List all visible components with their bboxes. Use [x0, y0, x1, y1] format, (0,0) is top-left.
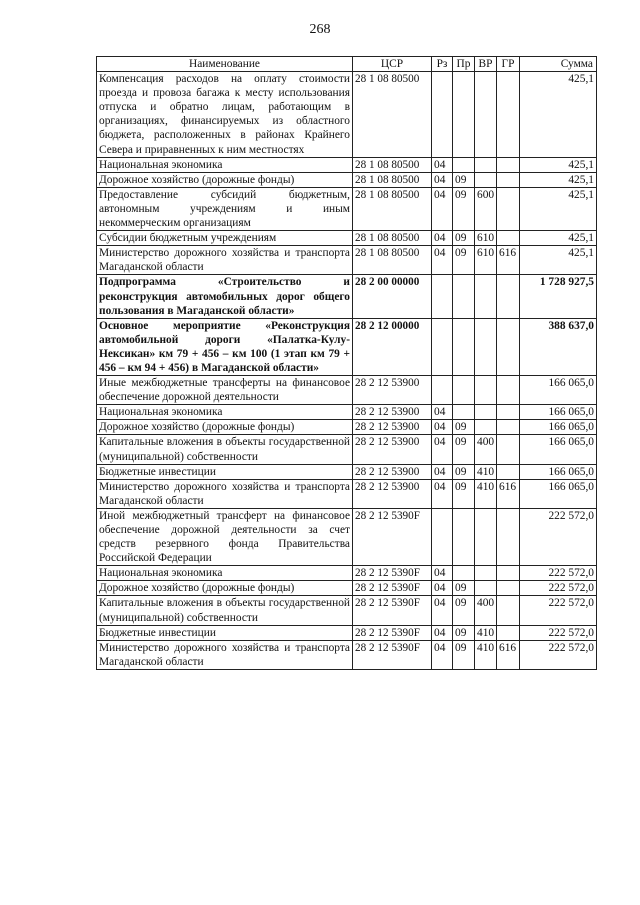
table-row [97, 72, 597, 158]
cell-rz: 04 [432, 581, 453, 596]
cell-pr [453, 508, 475, 565]
cell-pr: 09 [453, 596, 475, 625]
cell-vr: 600 [475, 187, 497, 230]
cell-gr [497, 596, 520, 625]
table-row [97, 596, 597, 625]
cell-pr [453, 566, 475, 581]
table-header [97, 57, 597, 72]
cell-vr: 410 [475, 479, 497, 508]
cell-gr [497, 625, 520, 640]
cell-sum: 425,1 [520, 172, 597, 187]
cell-vr [475, 405, 497, 420]
cell-vr: 410 [475, 625, 497, 640]
cell-pr [453, 157, 475, 172]
page-number: 268 [309, 22, 331, 37]
cell-rz: 04 [432, 640, 453, 669]
cell-vr [475, 566, 497, 581]
cell-rz [432, 275, 453, 318]
cell-pr: 09 [453, 420, 475, 435]
cell-gr [497, 376, 520, 405]
cell-sum: 425,1 [520, 157, 597, 172]
cell-name: Министерство дорожного хозяйства и транспорта Магаданской области [97, 246, 353, 275]
cell-gr [497, 464, 520, 479]
cell-rz: 04 [432, 479, 453, 508]
cell-sum: 166 065,0 [520, 420, 597, 435]
cell-csr: 28 2 12 53900 [353, 420, 432, 435]
cell-vr [475, 172, 497, 187]
cell-pr [453, 275, 475, 318]
cell-gr [497, 72, 520, 158]
cell-sum: 222 572,0 [520, 625, 597, 640]
cell-rz [432, 376, 453, 405]
cell-gr [497, 405, 520, 420]
cell-sum: 425,1 [520, 187, 597, 230]
cell-vr: 610 [475, 246, 497, 275]
cell-vr [475, 420, 497, 435]
table-row [97, 479, 597, 508]
table-row [97, 420, 597, 435]
cell-csr: 28 2 12 53900 [353, 376, 432, 405]
cell-gr [497, 508, 520, 565]
table-row [97, 566, 597, 581]
table-row [97, 625, 597, 640]
table-row [97, 231, 597, 246]
cell-sum: 166 065,0 [520, 464, 597, 479]
cell-pr: 09 [453, 581, 475, 596]
cell-sum: 222 572,0 [520, 581, 597, 596]
cell-rz: 04 [432, 187, 453, 230]
cell-sum: 166 065,0 [520, 479, 597, 508]
cell-rz: 04 [432, 405, 453, 420]
cell-rz: 04 [432, 566, 453, 581]
cell-csr: 28 2 12 5390F [353, 566, 432, 581]
cell-vr [475, 72, 497, 158]
cell-pr: 09 [453, 231, 475, 246]
cell-sum: 166 065,0 [520, 405, 597, 420]
cell-name: Иные межбюджетные трансферты на финансовое обеспечение дорожной деятельности [97, 376, 353, 405]
cell-pr [453, 376, 475, 405]
table-row [97, 376, 597, 405]
cell-csr: 28 2 12 5390F [353, 596, 432, 625]
cell-vr: 410 [475, 640, 497, 669]
cell-gr: 616 [497, 479, 520, 508]
cell-vr [475, 157, 497, 172]
cell-name: Иной межбюджетный трансферт на финансовое обеспечение дорожной деятельности за счет средств резервного фонда Правительства Российской Федерации [97, 508, 353, 565]
cell-rz [432, 72, 453, 158]
cell-gr: 616 [497, 640, 520, 669]
cell-gr [497, 581, 520, 596]
cell-name: Бюджетные инвестиции [97, 625, 353, 640]
cell-sum: 425,1 [520, 246, 597, 275]
cell-rz [432, 318, 453, 375]
cell-pr: 09 [453, 479, 475, 508]
cell-csr: 28 2 00 00000 [353, 275, 432, 318]
cell-csr: 28 2 12 5390F [353, 625, 432, 640]
cell-csr: 28 2 12 53900 [353, 435, 432, 464]
cell-csr: 28 1 08 80500 [353, 172, 432, 187]
cell-name: Национальная экономика [97, 566, 353, 581]
cell-sum: 222 572,0 [520, 596, 597, 625]
cell-vr [475, 581, 497, 596]
cell-name: Основное мероприятие «Реконструкция автомобильной дороги «Палатка-Кулу-Нексикан» км 79 + 456 – км 100 (1 этап км 79 + 456 – км 94 + 456) в Магаданской области» [97, 318, 353, 375]
cell-gr [497, 231, 520, 246]
cell-rz: 04 [432, 231, 453, 246]
cell-rz: 04 [432, 435, 453, 464]
table-row [97, 405, 597, 420]
cell-vr [475, 318, 497, 375]
table-row [97, 275, 597, 318]
cell-sum: 166 065,0 [520, 435, 597, 464]
cell-pr: 09 [453, 435, 475, 464]
cell-rz: 04 [432, 596, 453, 625]
cell-name: Министерство дорожного хозяйства и транспорта Магаданской области [97, 479, 353, 508]
cell-csr: 28 1 08 80500 [353, 231, 432, 246]
table-row [97, 187, 597, 230]
cell-rz: 04 [432, 625, 453, 640]
cell-sum: 222 572,0 [520, 640, 597, 669]
cell-name: Министерство дорожного хозяйства и транспорта Магаданской области [97, 640, 353, 669]
budget-table [96, 56, 597, 670]
header-csr: ЦСР [353, 57, 432, 72]
cell-gr [497, 187, 520, 230]
table-row [97, 508, 597, 565]
cell-pr: 09 [453, 640, 475, 669]
cell-csr: 28 1 08 80500 [353, 157, 432, 172]
cell-name: Предоставление субсидий бюджетным, автономным учреждениям и иным некоммерческим организациям [97, 187, 353, 230]
cell-rz: 04 [432, 246, 453, 275]
cell-csr: 28 1 08 80500 [353, 187, 432, 230]
cell-name: Бюджетные инвестиции [97, 464, 353, 479]
cell-sum: 166 065,0 [520, 376, 597, 405]
cell-rz: 04 [432, 172, 453, 187]
table-body [97, 72, 597, 670]
table-row [97, 157, 597, 172]
cell-sum: 425,1 [520, 231, 597, 246]
table-row [97, 581, 597, 596]
cell-pr [453, 318, 475, 375]
cell-pr: 09 [453, 246, 475, 275]
cell-pr: 09 [453, 625, 475, 640]
cell-vr: 610 [475, 231, 497, 246]
cell-pr: 09 [453, 187, 475, 230]
cell-csr: 28 2 12 5390F [353, 581, 432, 596]
table-row [97, 318, 597, 375]
cell-vr [475, 275, 497, 318]
cell-sum: 222 572,0 [520, 566, 597, 581]
cell-gr [497, 435, 520, 464]
header-pr: Пр [453, 57, 475, 72]
table-row [97, 435, 597, 464]
cell-name: Субсидии бюджетным учреждениям [97, 231, 353, 246]
cell-vr: 410 [475, 464, 497, 479]
cell-csr: 28 2 12 53900 [353, 464, 432, 479]
cell-name: Компенсация расходов на оплату стоимости проезда и провоза багажа к месту использования отпуска и обратно лицам, работающим в организациях, финансируемых из областного бюджета, расположенных в районах Крайнего Севера и приравненных к ним местностях [97, 72, 353, 158]
header-gr: ГР [497, 57, 520, 72]
cell-csr: 28 2 12 53900 [353, 479, 432, 508]
cell-sum: 222 572,0 [520, 508, 597, 565]
cell-gr: 616 [497, 246, 520, 275]
header-rz: Рз [432, 57, 453, 72]
cell-csr: 28 2 12 5390F [353, 640, 432, 669]
cell-rz [432, 508, 453, 565]
cell-sum: 1 728 927,5 [520, 275, 597, 318]
cell-pr: 09 [453, 172, 475, 187]
cell-name: Национальная экономика [97, 157, 353, 172]
table-row [97, 640, 597, 669]
cell-name: Дорожное хозяйство (дорожные фонды) [97, 172, 353, 187]
cell-gr [497, 275, 520, 318]
cell-pr: 09 [453, 464, 475, 479]
cell-name: Дорожное хозяйство (дорожные фонды) [97, 581, 353, 596]
cell-name: Подпрограмма «Строительство и реконструкция автомобильных дорог общего пользования в Магаданской области» [97, 275, 353, 318]
cell-vr [475, 508, 497, 565]
cell-csr: 28 2 12 53900 [353, 405, 432, 420]
table-row [97, 464, 597, 479]
cell-vr: 400 [475, 435, 497, 464]
cell-name: Дорожное хозяйство (дорожные фонды) [97, 420, 353, 435]
cell-gr [497, 318, 520, 375]
cell-csr: 28 2 12 00000 [353, 318, 432, 375]
cell-sum: 388 637,0 [520, 318, 597, 375]
cell-gr [497, 420, 520, 435]
cell-name: Капитальные вложения в объекты государственной (муниципальной) собственности [97, 435, 353, 464]
cell-pr [453, 405, 475, 420]
table-row [97, 246, 597, 275]
cell-rz: 04 [432, 157, 453, 172]
cell-rz: 04 [432, 464, 453, 479]
header-vr: ВР [475, 57, 497, 72]
cell-csr: 28 1 08 80500 [353, 72, 432, 158]
header-name: Наименование [97, 57, 353, 72]
table-row [97, 172, 597, 187]
cell-gr [497, 157, 520, 172]
cell-rz: 04 [432, 420, 453, 435]
cell-sum: 425,1 [520, 72, 597, 158]
cell-vr: 400 [475, 596, 497, 625]
cell-csr: 28 1 08 80500 [353, 246, 432, 275]
header-row [97, 57, 597, 72]
cell-csr: 28 2 12 5390F [353, 508, 432, 565]
header-sum: Сумма [520, 57, 597, 72]
cell-name: Капитальные вложения в объекты государственной (муниципальной) собственности [97, 596, 353, 625]
cell-vr [475, 376, 497, 405]
cell-gr [497, 172, 520, 187]
cell-pr [453, 72, 475, 158]
cell-gr [497, 566, 520, 581]
cell-name: Национальная экономика [97, 405, 353, 420]
